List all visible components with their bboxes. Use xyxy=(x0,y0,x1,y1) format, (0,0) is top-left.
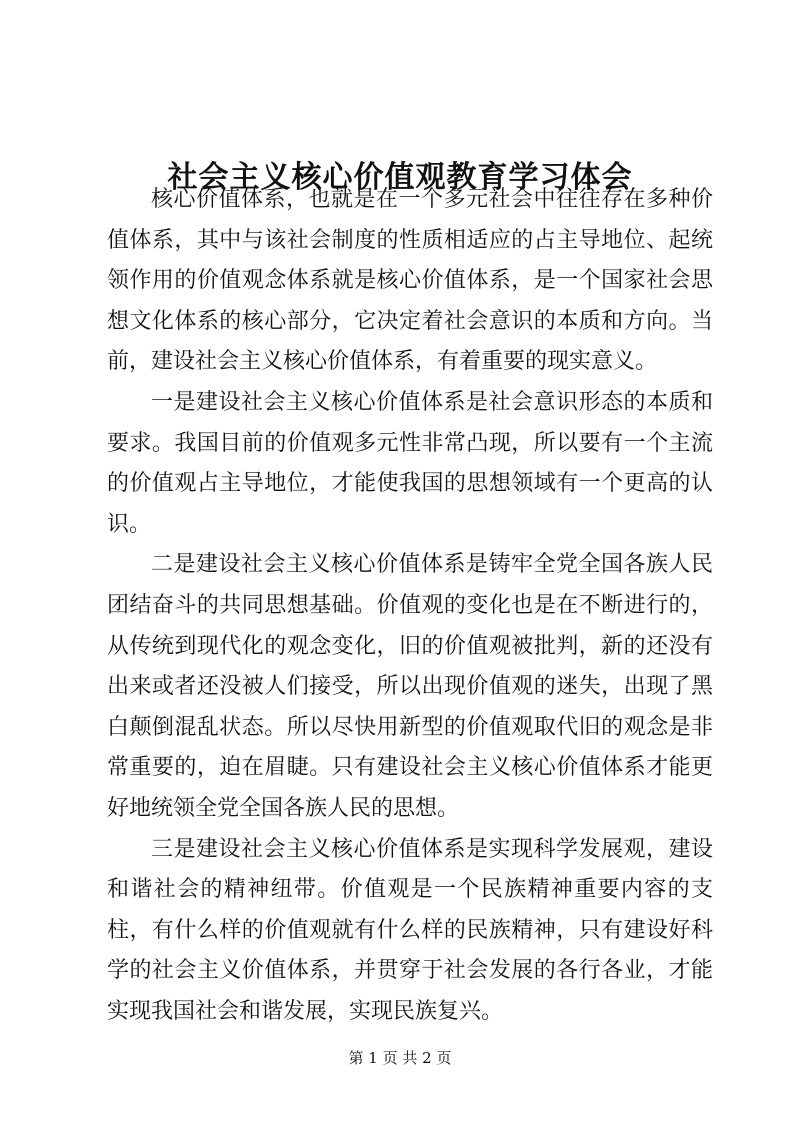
paragraph-intro: 核心价值体系，也就是在一个多元社会中往往存在多种价值体系，其中与该社会制度的性质相适应的占主导地位、起统领作用的价值观念体系就是核心价值体系，是一个国家社会思想文化体系的核心部分，它决定着社会意识的本质和方向。当前，建设社会主义核心价值体系，有着重要的现实意义。 xyxy=(107,187,713,375)
paragraph-point-three: 三是建设社会主义核心价值体系是实现科学发展观，建设和谐社会的精神纽带。价值观是一个民族精神重要内容的支柱，有什么样的价值观就有什么样的民族精神，只有建设好科学的社会主义价值体系，并贯穿于社会发展的各行各业，才能实现我国社会和谐发展，实现民族复兴。 xyxy=(107,836,713,1024)
page-number-footer: 第 1 页 共 2 页 xyxy=(348,1049,452,1067)
document-body xyxy=(107,180,713,1032)
document-title: 社会主义核心价值观教育学习体会 xyxy=(167,160,633,196)
paragraph-point-two: 二是建设社会主义核心价值体系是铸牢全党全国各族人民团结奋斗的共同思想基础。价值观的变化也是在不断进行的，从传统到现代化的观念变化，旧的价值观被批判，新的还没有出来或者还没被人们接受，所以出现价值观的迷失，出现了黑白颠倒混乱状态。所以尽快用新型的价值观取代旧的观念是非常重要的，迫在眉睫。只有建设社会主义核心价值体系才能更好地统领全党全国各族人民的思想。 xyxy=(107,552,713,821)
paragraph-point-one: 一是建设社会主义核心价值体系是社会意识形态的本质和要求。我国目前的价值观多元性非常凸现，所以要有一个主流的价值观占主导地位，才能使我国的思想领域有一个更高的认识。 xyxy=(107,389,713,537)
